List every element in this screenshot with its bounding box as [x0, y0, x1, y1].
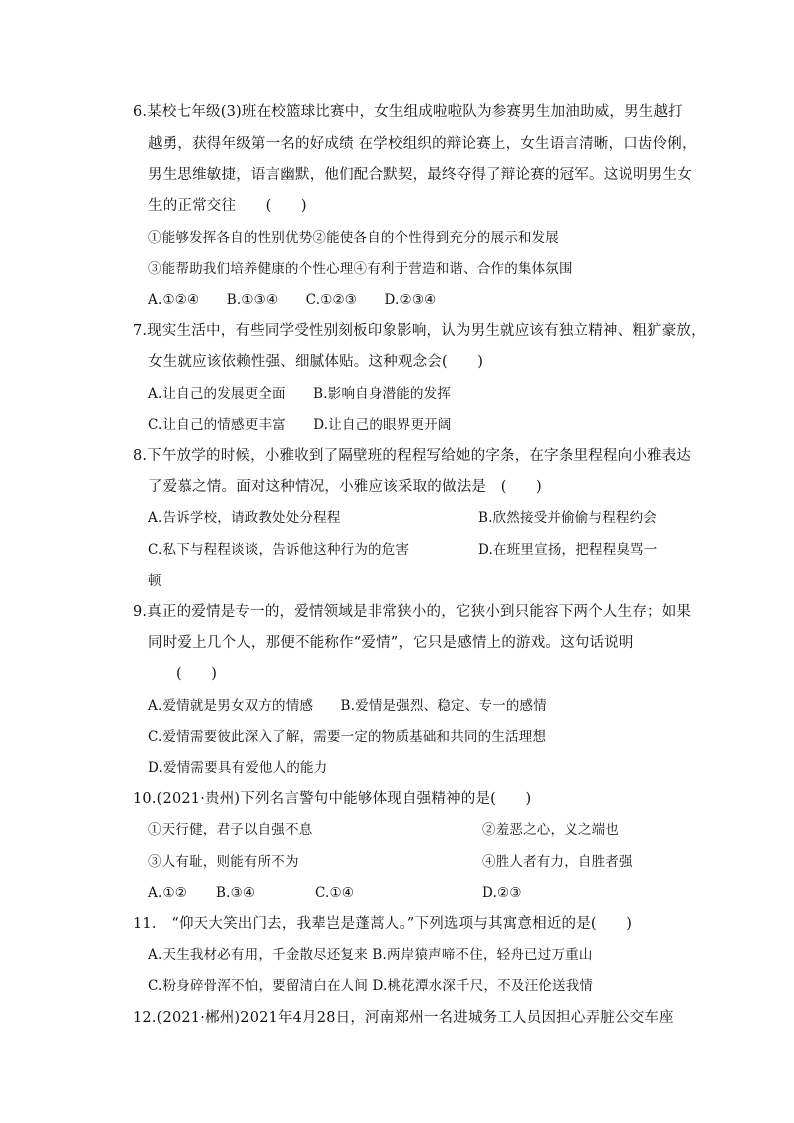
q10-statement-2: ②羞恶之心，义之端也	[482, 822, 619, 838]
q9-stem-line1: 9.真正的爱情是专一的，爱情领域是非常狭小的，它狭小到只能容下两个人生存；如果	[133, 604, 692, 620]
q11-stem: 11. “仰天大笑出门去，我辈岂是蓬蒿人。”下列选项与其寓意相近的是( )	[133, 916, 633, 932]
q9-stem-line2: 同时爱上几个人，那便不能称作“爱情”，它只是感情上的游戏。这句话说明	[148, 635, 634, 651]
q10-choice-c: C.①④	[315, 885, 355, 901]
q6-statement-3-4: ③能帮助我们培养健康的个性心理④有利于营造和谐、合作的集体氛围	[148, 261, 573, 277]
q8-option-b: B.欣然接受并偷偷与程程约会	[478, 510, 658, 526]
q8-option-c: C.私下与程程谈谈，告诉他这种行为的危害	[148, 542, 410, 558]
q10-statement-3: ③人有耻，则能有所不为	[148, 854, 299, 870]
q6-stem-line1: 6.某校七年级(3)班在校篮球比赛中，女生组成啦啦队为参赛男生加油助威，男生越打	[133, 104, 683, 120]
q6-statement-1-2: ①能够发挥各自的性别优势②能使各自的个性得到充分的展示和发展	[148, 230, 559, 246]
q6-stem-line2: 越勇，获得年级第一名的好成绩 在学校组织的辩论赛上，女生语言清晰，口齿伶俐，	[148, 136, 697, 152]
q7-options-ab: A.让自己的发展更全面 B.影响自身潜能的发挥	[148, 386, 452, 402]
q11-options-cd: C.粉身碎骨浑不怕，要留清白在人间 D.桃花潭水深千尺，不及汪伦送我情	[148, 978, 594, 994]
q6-stem-line4: 生的正常交往 ( )	[148, 198, 307, 214]
q12-stem-line1: 12.(2021·郴州)2021年4月28日，河南郑州一名进城务工人员因担心弄脏公交车座	[133, 1010, 674, 1026]
q8-option-a: A.告诉学校，请政教处处分程程	[148, 510, 341, 526]
q9-option-d: D.爱情需要具有爱他人的能力	[148, 760, 328, 776]
q6-stem-line3: 男生思维敏捷，语言幽默，他们配合默契，最终夺得了辩论赛的冠军。这说明男生女	[148, 167, 692, 183]
q11-options-ab: A.天生我材必有用，千金散尽还复来 B.两岸猿声啼不住，轻舟已过万重山	[148, 947, 593, 963]
q8-stem-line2: 了爱慕之情。面对这种情况，小雅应该采取的做法是 ( )	[148, 479, 542, 495]
q9-option-c: C.爱情需要彼此深入了解，需要一定的物质基础和共同的生活理想	[148, 729, 547, 745]
q9-answer-bracket: ( )	[176, 666, 218, 682]
q10-choice-d: D.②③	[482, 885, 522, 901]
q9-options-ab: A.爱情就是男女双方的情感 B.爱情是强烈、稳定、专一的感情	[148, 698, 547, 714]
q8-option-d: D.在班里宣扬，把程程臭骂一	[478, 542, 658, 558]
q7-stem-line1: 7.现实生活中，有些同学受性别刻板印象影响，认为男生就应该有独立精神、粗犷豪放，	[133, 323, 706, 339]
q10-statement-1: ①天行健，君子以自强不息	[148, 822, 313, 838]
q7-options-cd: C.让自己的情感更丰富 D.让自己的眼界更开阔	[148, 417, 452, 433]
q8-option-d-cont: 顿	[148, 573, 162, 589]
q10-stem: 10.(2021·贵州)下列名言警句中能够体现自强精神的是( )	[133, 791, 532, 807]
q6-choices: A.①②④ B.①③④ C.①②③ D.②③④	[148, 292, 437, 308]
q10-choice-b: B.③④	[216, 885, 256, 901]
q8-stem-line1: 8.下午放学的时候，小雅收到了隔壁班的程程写给她的字条，在字条里程程向小雅表达	[133, 448, 692, 464]
q7-stem-line2: 女生就应该依赖性强、细腻体贴。这种观念会( )	[148, 354, 484, 370]
q10-choice-a: A.①②	[148, 885, 188, 901]
q10-statement-4: ④胜人者有力，自胜者强	[482, 854, 633, 870]
